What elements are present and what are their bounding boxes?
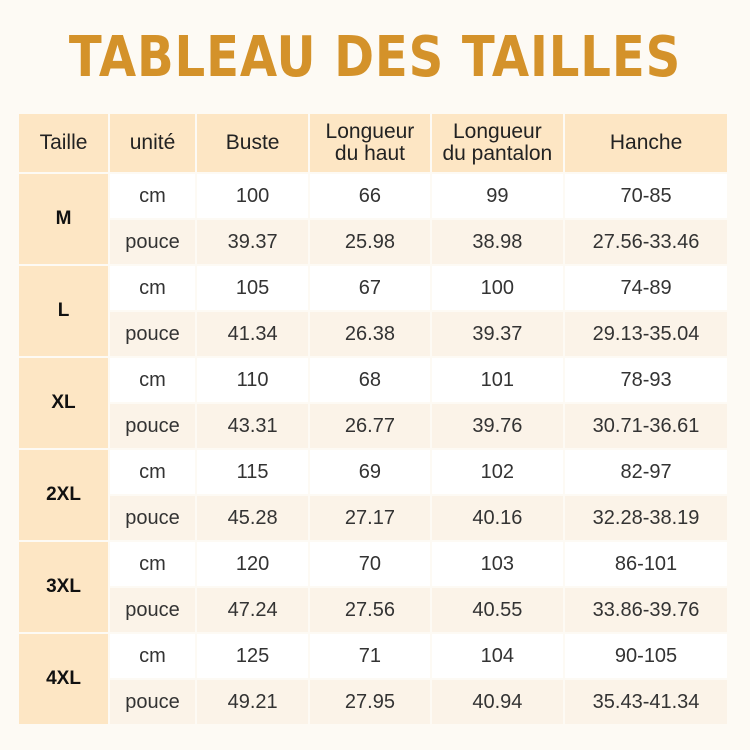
table-row-3xl-pouce bbox=[19, 588, 727, 632]
hanche-cell: 29.13-35.04 bbox=[565, 312, 727, 356]
size-label-m: M bbox=[19, 174, 108, 264]
unit-cell: pouce bbox=[110, 220, 195, 264]
table-row-l-pouce bbox=[19, 312, 727, 356]
size-label-2xl: 2XL bbox=[19, 450, 108, 540]
haut-cell: 67 bbox=[310, 266, 429, 310]
unit-cell: cm bbox=[110, 542, 195, 586]
table-row-2xl-pouce bbox=[19, 496, 727, 540]
pantalon-cell: 39.37 bbox=[432, 312, 564, 356]
unit-cell: cm bbox=[110, 174, 195, 218]
unit-cell: cm bbox=[110, 634, 195, 678]
buste-cell: 105 bbox=[197, 266, 308, 310]
buste-cell: 45.28 bbox=[197, 496, 308, 540]
size-label-3xl: 3XL bbox=[19, 542, 108, 632]
page-title: TABLEAU DES TAILLES bbox=[68, 25, 682, 90]
buste-cell: 43.31 bbox=[197, 404, 308, 448]
pantalon-cell: 99 bbox=[432, 174, 564, 218]
pantalon-cell: 100 bbox=[432, 266, 564, 310]
header-longueur-pantalon-line1: Longueur bbox=[452, 120, 542, 143]
header-taille: Taille bbox=[19, 114, 108, 172]
pantalon-cell: 39.76 bbox=[432, 404, 564, 448]
table-row-4xl-cm bbox=[19, 634, 727, 678]
header-unite: unité bbox=[110, 114, 195, 172]
header-longueur-haut-line2: du haut bbox=[334, 142, 405, 165]
buste-cell: 120 bbox=[197, 542, 308, 586]
haut-cell: 27.95 bbox=[310, 680, 429, 724]
haut-cell: 25.98 bbox=[310, 220, 429, 264]
unit-cell: pouce bbox=[110, 588, 195, 632]
pantalon-cell: 40.55 bbox=[432, 588, 564, 632]
unit-cell: pouce bbox=[110, 312, 195, 356]
header-buste: Buste bbox=[197, 114, 308, 172]
haut-cell: 70 bbox=[310, 542, 429, 586]
hanche-cell: 82-97 bbox=[565, 450, 727, 494]
buste-cell: 100 bbox=[197, 174, 308, 218]
table-row-m-cm bbox=[19, 174, 727, 218]
hanche-cell: 30.71-36.61 bbox=[565, 404, 727, 448]
pantalon-cell: 40.94 bbox=[432, 680, 564, 724]
hanche-cell: 78-93 bbox=[565, 358, 727, 402]
buste-cell: 115 bbox=[197, 450, 308, 494]
table-row-xl-cm bbox=[19, 358, 727, 402]
haut-cell: 27.17 bbox=[310, 496, 429, 540]
table-row-2xl-cm bbox=[19, 450, 727, 494]
buste-cell: 41.34 bbox=[197, 312, 308, 356]
pantalon-cell: 38.98 bbox=[432, 220, 564, 264]
size-table bbox=[17, 112, 729, 726]
pantalon-cell: 40.16 bbox=[432, 496, 564, 540]
table-header-row bbox=[19, 114, 727, 172]
header-hanche: Hanche bbox=[565, 114, 727, 172]
pantalon-cell: 102 bbox=[432, 450, 564, 494]
size-label-4xl: 4XL bbox=[19, 634, 108, 724]
buste-cell: 47.24 bbox=[197, 588, 308, 632]
table-row-3xl-cm bbox=[19, 542, 727, 586]
hanche-cell: 35.43-41.34 bbox=[565, 680, 727, 724]
header-longueur-pantalon bbox=[432, 114, 564, 172]
haut-cell: 66 bbox=[310, 174, 429, 218]
hanche-cell: 33.86-39.76 bbox=[565, 588, 727, 632]
haut-cell: 26.77 bbox=[310, 404, 429, 448]
haut-cell: 27.56 bbox=[310, 588, 429, 632]
unit-cell: cm bbox=[110, 266, 195, 310]
table-row-l-cm bbox=[19, 266, 727, 310]
haut-cell: 69 bbox=[310, 450, 429, 494]
size-label-l: L bbox=[19, 266, 108, 356]
hanche-cell: 90-105 bbox=[565, 634, 727, 678]
buste-cell: 125 bbox=[197, 634, 308, 678]
buste-cell: 110 bbox=[197, 358, 308, 402]
unit-cell: pouce bbox=[110, 404, 195, 448]
header-longueur-haut bbox=[310, 114, 429, 172]
buste-cell: 49.21 bbox=[197, 680, 308, 724]
header-longueur-haut-line1: Longueur bbox=[325, 120, 415, 143]
unit-cell: cm bbox=[110, 450, 195, 494]
table-row-4xl-pouce bbox=[19, 680, 727, 724]
buste-cell: 39.37 bbox=[197, 220, 308, 264]
haut-cell: 68 bbox=[310, 358, 429, 402]
haut-cell: 26.38 bbox=[310, 312, 429, 356]
hanche-cell: 86-101 bbox=[565, 542, 727, 586]
hanche-cell: 70-85 bbox=[565, 174, 727, 218]
unit-cell: cm bbox=[110, 358, 195, 402]
pantalon-cell: 103 bbox=[432, 542, 564, 586]
pantalon-cell: 104 bbox=[432, 634, 564, 678]
pantalon-cell: 101 bbox=[432, 358, 564, 402]
hanche-cell: 32.28-38.19 bbox=[565, 496, 727, 540]
hanche-cell: 27.56-33.46 bbox=[565, 220, 727, 264]
unit-cell: pouce bbox=[110, 496, 195, 540]
size-label-xl: XL bbox=[19, 358, 108, 448]
header-longueur-pantalon-line2: du pantalon bbox=[442, 142, 553, 165]
table-row-m-pouce bbox=[19, 220, 727, 264]
table-row-xl-pouce bbox=[19, 404, 727, 448]
haut-cell: 71 bbox=[310, 634, 429, 678]
unit-cell: pouce bbox=[110, 680, 195, 724]
hanche-cell: 74-89 bbox=[565, 266, 727, 310]
